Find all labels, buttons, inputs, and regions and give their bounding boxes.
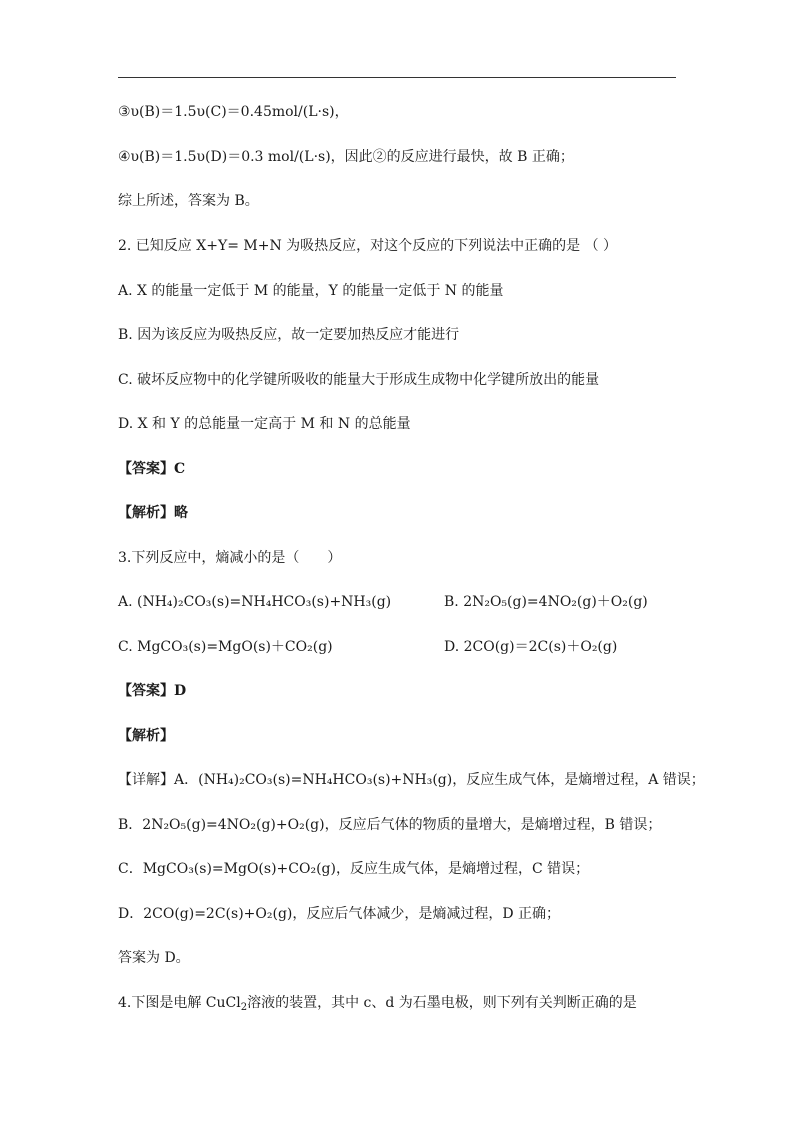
question-3-conclusion: 答案为 D。 bbox=[118, 950, 190, 966]
question-3-analysis: 【解析】 bbox=[118, 728, 174, 744]
question-4-stem-sub: 2 bbox=[240, 1002, 248, 1013]
question-2-analysis: 【解析】略 bbox=[118, 505, 188, 521]
question-2-option-b: B. 因为该反应为吸热反应，故一定要加热反应才能进行 bbox=[118, 327, 460, 343]
text-line-rate-4: ④υ(B)＝1.5υ(D)＝0.3 mol/(L·s)，因此②的反应进行最快，故 B 正确； bbox=[118, 149, 574, 165]
question-2-option-c: C. 破坏反应物中的化学键所吸收的能量大于形成生成物中化学键所放出的能量 bbox=[118, 372, 600, 388]
question-4-stem bbox=[118, 993, 637, 1013]
question-3-option-c: C. MgCO₃(s)=MgO(s)＋CO₂(g) bbox=[118, 639, 333, 655]
question-3-stem: 3.下列反应中，熵减小的是（ ） bbox=[118, 550, 342, 566]
question-3-detail-c: C．MgCO₃(s)=MgO(s)+CO₂(g)，反应生成气体，是熵增过程，C 错误； bbox=[118, 861, 590, 877]
question-3-options-row-1 bbox=[118, 592, 678, 612]
question-3-options-row-2 bbox=[118, 637, 678, 657]
question-2-option-d: D. X 和 Y 的总能量一定高于 M 和 N 的总能量 bbox=[118, 416, 411, 432]
text-line-rate-3: ③υ(B)＝1.5υ(C)＝0.45mol/(L·s)， bbox=[118, 104, 349, 120]
header-rule bbox=[118, 77, 676, 78]
question-2-stem: 2. 已知反应 X+Y= M+N 为吸热反应，对这个反应的下列说法中正确的是 （ ） bbox=[118, 238, 618, 254]
question-3-answer: 【答案】D bbox=[118, 683, 187, 699]
question-2-option-a: A. X 的能量一定低于 M 的能量，Y 的能量一定低于 N 的能量 bbox=[118, 283, 504, 299]
question-3-option-b: B. 2N₂O₅(g)=4NO₂(g)＋O₂(g) bbox=[444, 594, 648, 610]
question-3-detail-d: D．2CO(g)=2C(s)+O₂(g)，反应后气体减少，是熵减过程，D 正确； bbox=[118, 906, 561, 922]
question-3-detail-b: B．2N₂O₅(g)=4NO₂(g)+O₂(g)，反应后气体的物质的量增大，是熵增过程，B 错误； bbox=[118, 817, 662, 833]
question-2-answer: 【答案】C bbox=[118, 461, 186, 477]
question-3-option-a: A. (NH₄)₂CO₃(s)=NH₄HCO₃(s)+NH₃(g) bbox=[118, 594, 392, 610]
question-4-stem-post: 溶液的装置，其中 c、d 为石墨电极，则下列有关判断正确的是 bbox=[247, 995, 637, 1011]
question-4-stem-pre: 4.下图是电解 CuCl bbox=[118, 995, 241, 1011]
question-3-option-d: D. 2CO(g)＝2C(s)＋O₂(g) bbox=[444, 639, 618, 655]
text-line-summary: 综上所述，答案为 B。 bbox=[118, 193, 259, 209]
question-3-detail-a: 【详解】A．(NH₄)₂CO₃(s)=NH₄HCO₃(s)+NH₃(g)，反应生成气体，是熵增过程，A 错误； bbox=[118, 772, 705, 788]
